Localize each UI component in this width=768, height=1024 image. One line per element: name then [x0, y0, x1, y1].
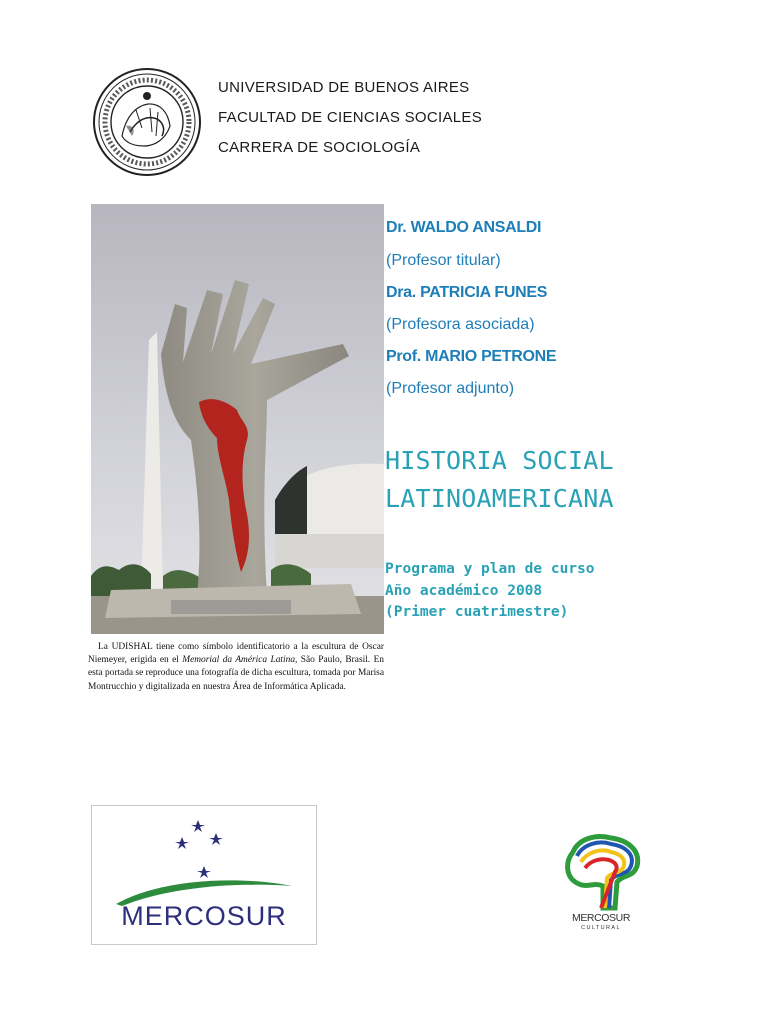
mercosur-cultural-subtitle: CULTURAL: [581, 925, 621, 931]
sculpture-photo: [91, 204, 384, 634]
course-title-line-1: HISTORIA SOCIAL: [385, 446, 614, 475]
faculty-name-3: Prof. MARIO PETRONE: [386, 348, 557, 365]
faculty-role-3: (Profesor adjunto): [386, 380, 515, 397]
career-name: CARRERA DE SOCIOLOGÍA: [218, 139, 421, 156]
photo-caption: [88, 641, 384, 694]
faculty-role-1: (Profesor titular): [386, 252, 501, 269]
faculty-name-2: Dra. PATRICIA FUNES: [386, 284, 548, 301]
mercosur-cultural-wordmark: MERCOSUR: [571, 912, 631, 924]
course-title-line-2: LATINOAMERICANA: [385, 484, 614, 513]
faculty-role-2: (Profesora asociada): [386, 316, 535, 333]
course-subtitle-2: Año académico 2008: [385, 583, 543, 599]
university-seal: [92, 66, 202, 178]
caption-italic: Memorial da América Latina: [182, 655, 296, 666]
caption-text-1: La UDISHAL tiene como símbolo identificatorio a la escultura de Oscar Niemeyer, erigida en el: [88, 642, 384, 666]
mercosur-wordmark: MERCOSUR: [121, 901, 287, 931]
caption-text-2: , São Paulo, Brasil. En esta portada se reproduce una fotografía de dicha escultura, tomada por Marisa Montrucchio y digitalizada en nuestra Área de Informática Aplicada.: [88, 655, 384, 692]
university-name: UNIVERSIDAD DE BUENOS AIRES: [218, 79, 470, 96]
course-subtitle-3: (Primer cuatrimestre): [385, 604, 569, 620]
faculty-name-1: Dr. WALDO ANSALDI: [386, 219, 542, 236]
faculty-name: FACULTAD DE CIENCIAS SOCIALES: [218, 109, 483, 126]
course-subtitle-1: Programa y plan de curso: [385, 561, 595, 577]
mercosur-logo: [91, 805, 317, 945]
